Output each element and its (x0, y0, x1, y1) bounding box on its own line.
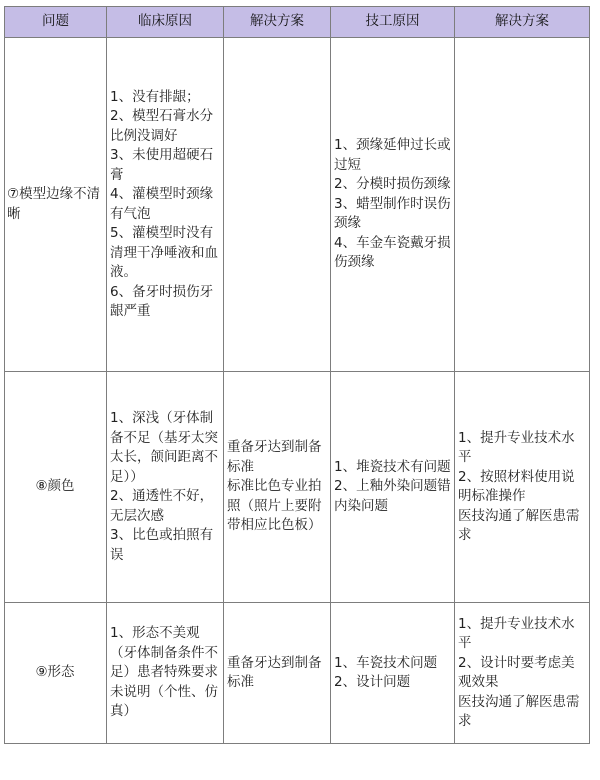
list-item: 4、灌模型时颈缘有气泡 (110, 186, 214, 222)
list-item: 1、堆瓷技术有问题 (334, 458, 451, 475)
technician-cause-cell (331, 38, 455, 372)
list-item: 标准比色专业拍照（照片上要附带相应比色板） (227, 478, 322, 534)
list-item: 5、灌模型时没有清理干净唾液和血液。 (110, 225, 218, 280)
clinical-cause-cell (107, 372, 224, 603)
table-row (5, 38, 590, 372)
list-item: 1、车瓷技术问题 (334, 654, 438, 671)
table-row (5, 372, 590, 603)
list-item: 1、提升专业技术水平 (458, 429, 575, 465)
header-technician-solution: 解决方案 (455, 7, 590, 38)
list-item: 2、上釉外染问题错内染问题 (334, 478, 451, 514)
list-item: 重备牙达到制备标准 (227, 439, 322, 475)
list-item: 医技沟通了解医患需求 (458, 507, 580, 543)
technician-solution-cell (455, 38, 590, 372)
clinical-solution-cell (224, 372, 331, 603)
issue-cell: ⑧颜色 (5, 372, 107, 603)
header-technician-cause: 技工原因 (331, 7, 455, 38)
list-item: 重备牙达到制备标准 (227, 654, 322, 690)
technician-cause-cell (331, 603, 455, 744)
list-item: 4、车金车瓷戴牙损伤颈缘 (334, 234, 451, 271)
technician-cause-cell (331, 372, 455, 603)
clinical-solution-cell (224, 603, 331, 744)
clinical-cause-cell (107, 603, 224, 744)
technician-solution-cell (455, 603, 590, 744)
clinical-solution-cell (224, 38, 331, 372)
list-item: 1、形态不美观（牙体制备条件不足）患者特殊要求未说明（个性、仿真） (110, 625, 218, 720)
list-item: 3、未使用超硬石膏 (110, 147, 214, 183)
list-item: 2、按照材料使用说明标准操作 (458, 468, 575, 504)
header-row (5, 7, 590, 38)
table-row (5, 603, 590, 744)
causes-solutions-table (4, 6, 590, 744)
list-item: 医技沟通了解医患需求 (458, 693, 580, 729)
issue-cell: ⑨形态 (5, 603, 107, 744)
list-item: 6、备牙时损伤牙龈严重 (110, 283, 214, 319)
list-item: 2、分模时损伤颈缘 (334, 176, 451, 193)
list-item: 2、设计时要考虑美观效果 (458, 654, 575, 690)
list-item: 3、蜡型制作时误伤颈缘 (334, 195, 451, 232)
list-item: 3、比色或拍照有误 (110, 527, 214, 563)
header-issue: 问题 (5, 7, 107, 38)
header-clinical-solution: 解决方案 (224, 7, 331, 38)
list-item: 1、深浅（牙体制备不足（基牙太突太长，颌间距离不足）） (110, 410, 218, 485)
list-item: 1、没有排龈； (110, 88, 200, 105)
list-item: 1、提升专业技术水平 (458, 615, 575, 651)
list-item: 2、设计问题 (334, 674, 411, 690)
list-item: 1、颈缘延伸过长或过短 (334, 137, 451, 173)
technician-solution-cell (455, 372, 590, 603)
issue-cell: ⑦模型边缘不清晰 (5, 38, 107, 372)
header-clinical-cause: 临床原因 (107, 7, 224, 38)
list-item: 2、模型石膏水分比例没调好 (110, 108, 214, 144)
clinical-cause-cell (107, 38, 224, 372)
list-item: 2、通透性不好，无层次感 (110, 488, 214, 524)
